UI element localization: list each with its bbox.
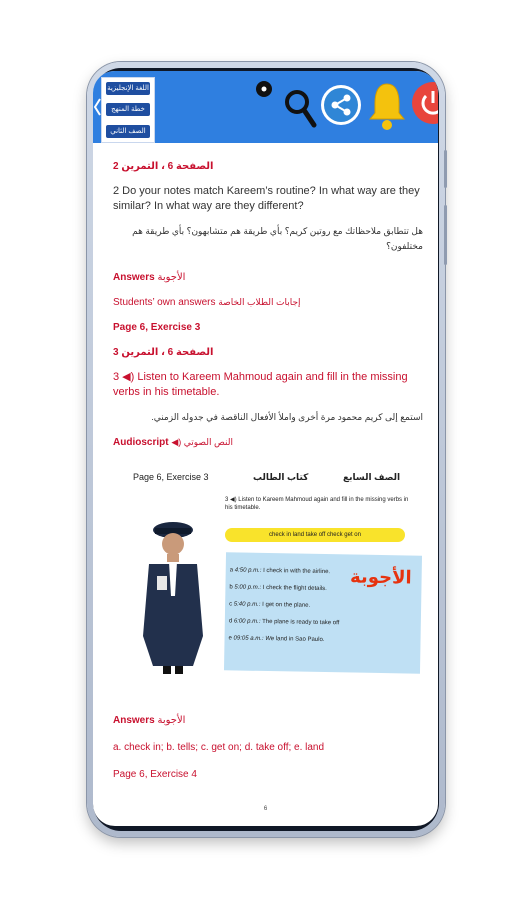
share-icon[interactable]: [319, 83, 363, 127]
figure-grade: الصف السابع: [343, 472, 401, 482]
students-answers: [113, 295, 423, 310]
answers2-label-ar: الأجوبة: [157, 715, 186, 726]
power-side-button: [444, 205, 447, 265]
question-3-arabic: استمع إلى كريم محمود مرة أخرى واملأ الأفعال الناقصة في جدوله الزمني.: [151, 412, 423, 422]
bell-icon[interactable]: [367, 81, 407, 131]
pilot-illustration: [133, 516, 213, 676]
search-icon[interactable]: [283, 87, 317, 129]
logo-line-3: الصف الثاني: [106, 125, 150, 138]
page6-ex3-heading: Page 6, Exercise 3: [113, 322, 201, 333]
textbook-figure: [113, 466, 423, 706]
page6-ex4: Page 6, Exercise 4: [113, 769, 197, 780]
timetable-row: b 5:00 p.m.: I check the flight details.: [229, 584, 327, 593]
bottom-answers: [113, 713, 423, 782]
timetable-rows: [228, 562, 359, 649]
timetable-row: c 5:40 p.m.: I get on the plane.: [229, 601, 311, 609]
answers-label: [113, 270, 423, 285]
answers2-label-en: Answers: [113, 715, 155, 726]
lesson-content: [113, 159, 423, 450]
word-bank: check in land take off check get on: [225, 528, 405, 542]
students-answers-ar: إجابات الطلاب الخاصة: [218, 297, 301, 307]
exercise-heading-3: الصفحة 6 ، التمرين 3: [113, 347, 214, 358]
audioscript-label-ar: ◀) النص الصوتي: [171, 437, 233, 447]
answer-card: [224, 552, 422, 673]
figure-instruction: 3 ◀) Listen to Kareem Mahmoud again and fill in the missing verbs in his timetable.: [225, 497, 409, 511]
back-icon[interactable]: [93, 95, 101, 119]
app-logo: [101, 77, 155, 143]
logo-line-1: اللغة الإنجليزية: [106, 82, 150, 95]
answers-label-ar: الأجوبة: [157, 272, 186, 283]
top-bar: [93, 71, 438, 143]
question-3-text: 3 ◀) Listen to Kareem Mahmoud again and fill in the missing verbs in his timetable.: [113, 371, 408, 398]
audioscript-label: [113, 435, 423, 450]
exercise-heading-2: الصفحة 6 ، التمرين 2: [113, 161, 214, 172]
figure-page-ref: Page 6, Exercise 3: [133, 472, 209, 482]
dot-icon[interactable]: [255, 80, 273, 98]
answers-label-2: [113, 713, 423, 728]
volume-button: [444, 150, 447, 188]
answers-label-en: Answers: [113, 272, 155, 283]
figure-book-title: كتاب الطالب: [253, 472, 309, 482]
logo-line-2: خطة المنهج: [106, 103, 150, 116]
answers-stamp: الأجوبة: [349, 566, 412, 588]
answer-line: a. check in; b. tells; c. get on; d. take off; e. land: [113, 742, 325, 753]
students-answers-en: Students’ own answers: [113, 297, 216, 308]
timetable-row: d 6:00 p.m.: The plane is ready to take off: [228, 618, 340, 627]
power-icon[interactable]: [411, 81, 438, 127]
page-number: 6: [263, 806, 268, 812]
question-2-arabic: هل تتطابق ملاحظاتك مع روتين كريم؟ بأي طريقة هم متشابهون؟ بأي طريقة هم مختلفون؟: [132, 226, 423, 251]
audioscript-label-en: Audioscript: [113, 437, 169, 448]
question-2-text: 2 Do your notes match Kareem’s routine? In what way are they similar? In what way are they different?: [113, 185, 420, 212]
app-screen: [93, 71, 438, 826]
timetable-row: a 4:50 p.m.: I check in with the airline.: [229, 567, 331, 576]
timetable-row: e 09:05 a.m.: We land in Sao Paulo.: [228, 635, 325, 644]
